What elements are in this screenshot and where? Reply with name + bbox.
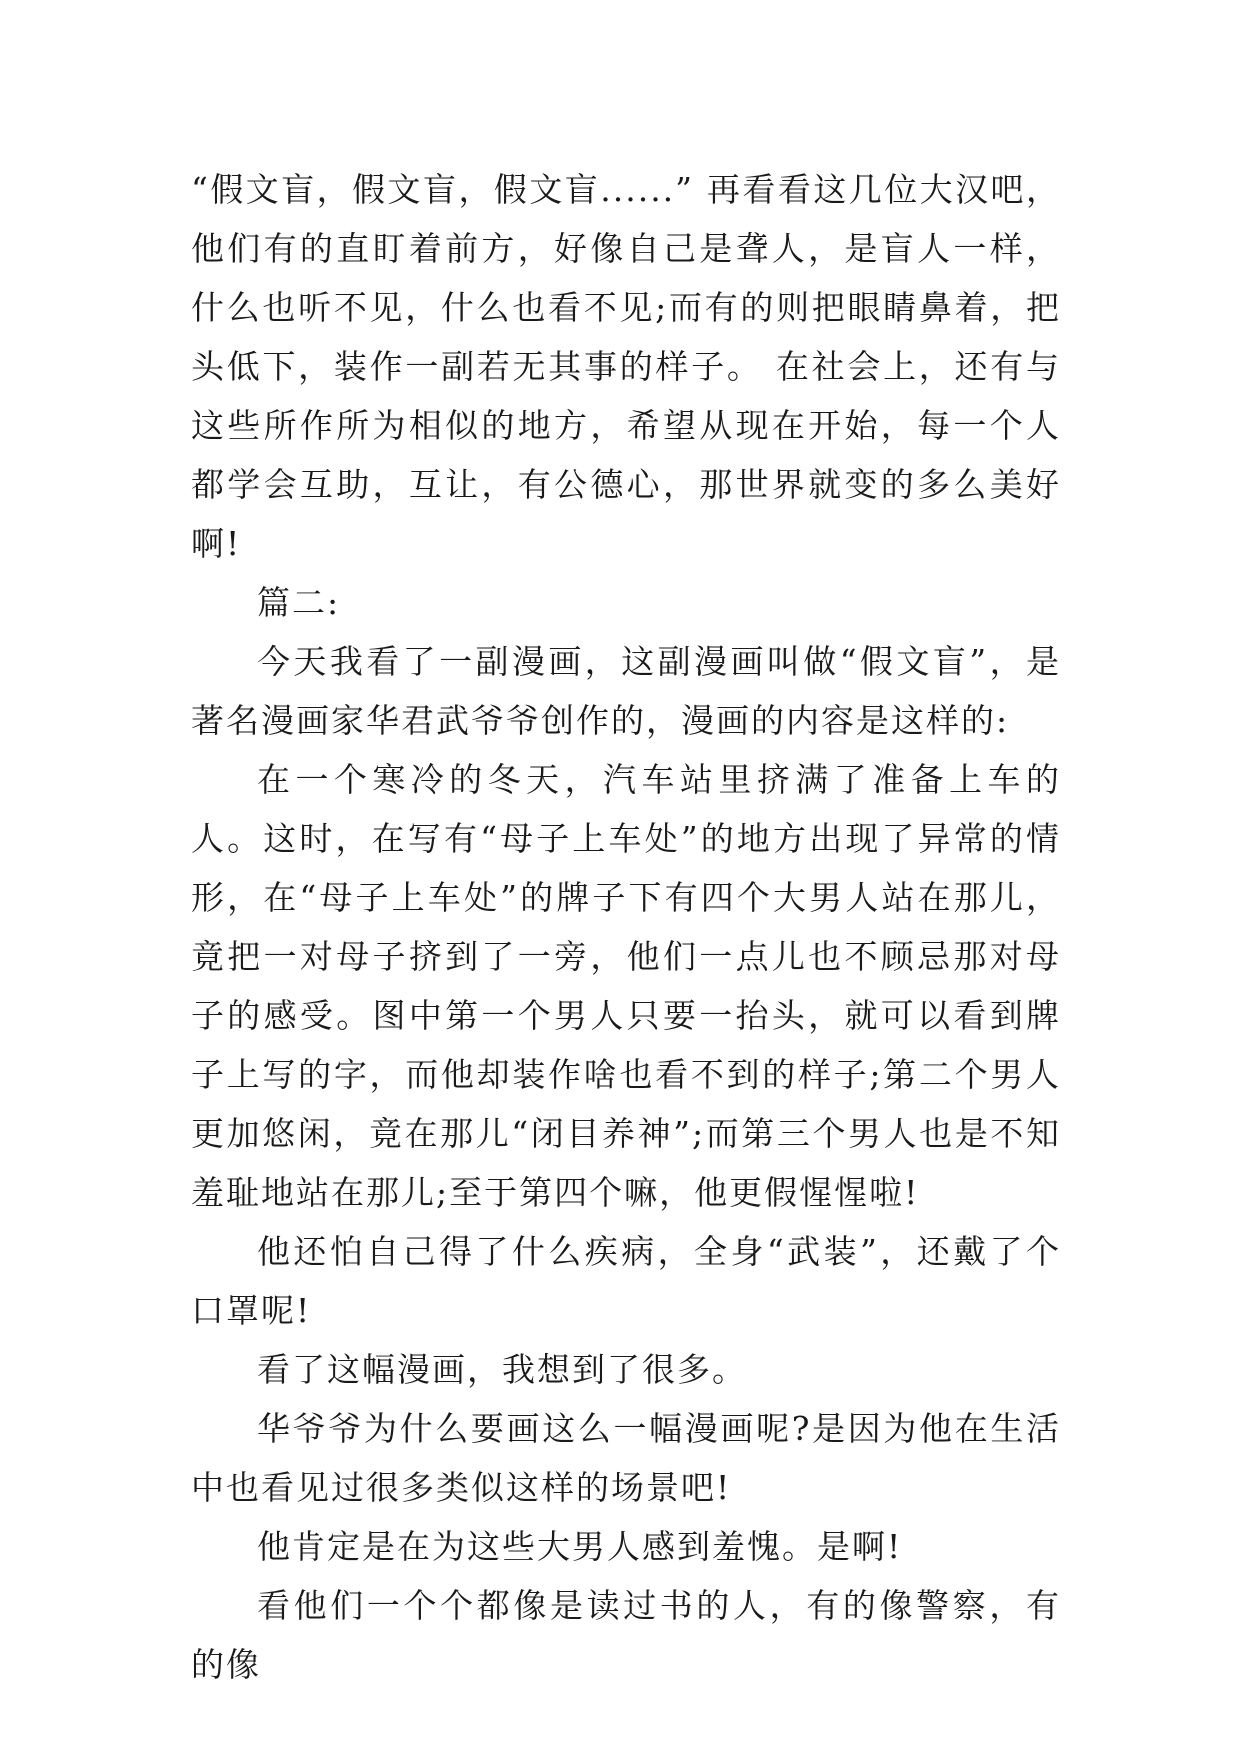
paragraph-5: 他还怕自己得了什么疾病，全身“武装”，还戴了个口罩呢! — [191, 1232, 1061, 1330]
paragraph-9: 看他们一个个都像是读过书的人，有的像警察，有的像 — [191, 1586, 1061, 1684]
document-body — [191, 160, 1061, 1694]
paragraph-3: 今天我看了一副漫画，这副漫画叫做“假文盲”，是著名漫画家华君武爷爷创作的，漫画的内容是这样的: — [191, 642, 1061, 740]
paragraph-6: 看了这幅漫画，我想到了很多。 — [257, 1350, 747, 1389]
paragraph-4: 在一个寒冷的冬天，汽车站里挤满了准备上车的人。这时，在写有“母子上车处”的地方出现了异常的情形，在“母子上车处”的牌子下有四个大男人站在那儿，竟把一对母子挤到了一旁，他们一点儿也不顾忌那对母子的感受。图中第一个男人只要一抬头，就可以看到牌子上写的字，而他却装作啥也看不到的样子;第二个男人更加悠闲，竟在那儿“闭目养神”;而第三个男人也是不知羞耻地站在那儿;至于第四个嘛，他更假惺惺啦! — [191, 760, 1061, 1212]
paragraph-1: “假文盲，假文盲，假文盲......” 再看看这几位大汉吧，他们有的直盯着前方，好像自己是聋人，是盲人一样，什么也听不见，什么也看不见;而有的则把眼睛鼻着，把头低下，装作一副若无其事的样子。 在社会上，还有与这些所作所为相似的地方，希望从现在开始，每一个人都学会互助，互让，有公德心，那世界就变的多么美好啊! — [191, 170, 1061, 563]
section-heading-pian-er: 篇二: — [257, 583, 341, 622]
paragraph-7: 华爷爷为什么要画这么一幅漫画呢?是因为他在生活中也看见过很多类似这样的场景吧! — [191, 1409, 1061, 1507]
paragraph-8: 他肯定是在为这些大男人感到羞愧。是啊! — [257, 1527, 903, 1566]
